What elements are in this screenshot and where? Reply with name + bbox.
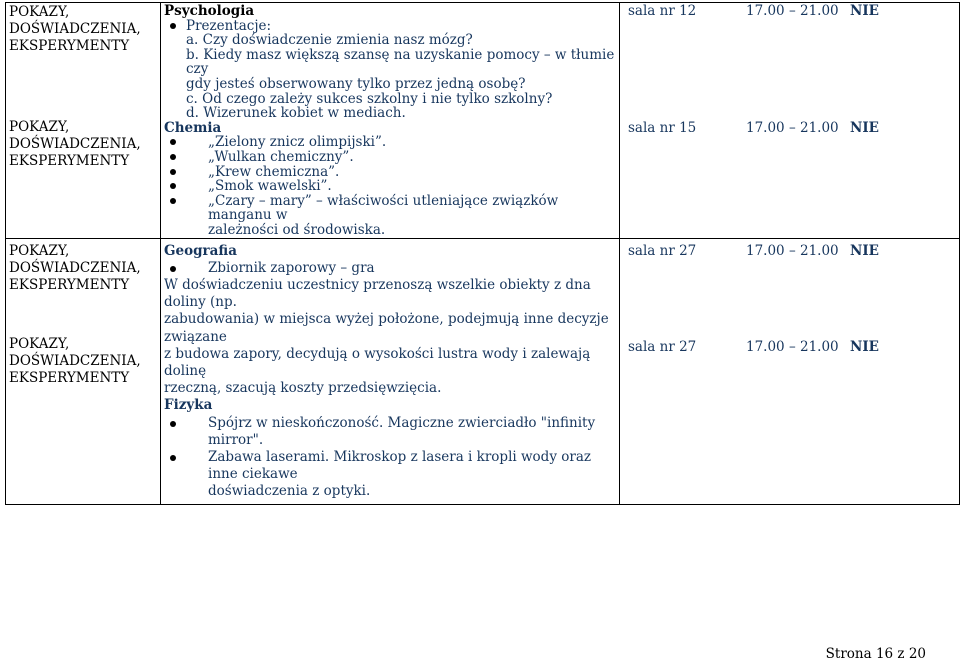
list-item: „Smok wawelski”. — [164, 179, 619, 194]
list-item: „Zielony znicz olimpijski”. — [164, 135, 619, 150]
time-range: 17.00 – 21.00 — [746, 120, 839, 136]
section-heading: Chemia — [164, 119, 222, 136]
room-label: sala nr 27 — [628, 338, 697, 355]
event-type — [6, 118, 160, 235]
list-item: „Czary – mary” – właściwości utleniające związków manganu w — [164, 194, 619, 223]
schedule-cell — [620, 238, 960, 504]
paragraph-line: W doświadczeniu uczestnicy przenoszą wszelkie obiekty z dna doliny (np. — [164, 276, 591, 311]
table-row — [6, 238, 960, 504]
schedule-row — [628, 243, 959, 260]
time-range: 17.00 – 21.00 — [746, 3, 839, 19]
registration-flag: NIE — [850, 242, 879, 259]
schedule-row — [628, 3, 959, 20]
description-cell — [161, 238, 620, 504]
schedule-row — [628, 339, 959, 356]
schedule-cell — [620, 3, 960, 239]
registration-flag: NIE — [850, 3, 879, 19]
list-item: Zbiornik zaporowy – gra — [164, 260, 619, 277]
registration-flag: NIE — [850, 120, 879, 136]
paragraph-line: zabudowania) w miejsca wyżej położone, podejmują inne decyzje związane — [164, 311, 609, 345]
event-type-label: POKAZY, DOŚWIADCZENIA, EKSPERYMENTY — [9, 242, 141, 293]
section-heading: Psychologia — [164, 3, 255, 19]
event-type-label: POKAZY, DOŚWIADCZENIA, EKSPERYMENTY — [9, 4, 141, 54]
list-item: Prezentacje: — [164, 19, 619, 34]
list-item-continued: zależności od środowiska. — [208, 221, 386, 238]
paragraph-line: z budowa zapory, decydują o wysokości lustra wody i zalewają dolinę — [164, 345, 591, 379]
list-item: b. Kiedy masz większą szansę na uzyskanie pomocy – w tłumie czy — [186, 46, 615, 78]
type-cell — [6, 238, 161, 504]
list-item: gdy jesteś obserwowany tylko przez jedną osobę? — [186, 75, 526, 92]
schedule — [620, 3, 959, 137]
psychology-section — [161, 3, 619, 238]
geography-section — [161, 239, 619, 504]
list-item: c. Od czego zależy sukces szkolny i nie tylko szkolny? — [186, 90, 553, 107]
list-item: Zabawa laserami. Mikroskop z lasera i kropli wody oraz inne ciekawe — [164, 449, 619, 483]
event-type-label: POKAZY, DOŚWIADCZENIA, EKSPERYMENTY — [9, 119, 141, 169]
time-range: 17.00 – 21.00 — [746, 338, 839, 355]
list-item: Spójrz w nieskończoność. Magiczne zwierciadło "infinity mirror". — [164, 415, 619, 449]
type-cell — [6, 3, 161, 239]
room-label: sala nr 27 — [628, 242, 697, 259]
list-item: a. Czy doświadczenie zmienia nasz mózg? — [186, 32, 473, 49]
event-type-label: POKAZY, DOŚWIADCZENIA, EKSPERYMENTY — [9, 335, 141, 386]
paragraph-line: rzeczną, szacują koszty przedsięwzięcia. — [164, 380, 442, 397]
description-cell — [161, 3, 620, 239]
section-heading: Fizyka — [164, 397, 213, 414]
table-row — [6, 3, 960, 239]
event-type — [6, 3, 160, 118]
section-heading: Geografia — [164, 242, 237, 259]
list-item: d. Wizerunek kobiet w mediach. — [186, 105, 406, 122]
registration-flag: NIE — [850, 338, 879, 355]
schedule — [620, 239, 959, 356]
event-type — [6, 335, 160, 406]
list-item: „Wulkan chemiczny”. — [164, 150, 619, 165]
event-type — [6, 239, 160, 335]
schedule-row — [628, 120, 959, 137]
page-number: Strona 16 z 20 — [825, 646, 926, 662]
room-label: sala nr 15 — [628, 120, 697, 136]
list-item-continued: doświadczenia z optyki. — [208, 483, 371, 500]
list-item: „Krew chemiczna”. — [164, 165, 619, 180]
time-range: 17.00 – 21.00 — [746, 242, 839, 259]
room-label: sala nr 12 — [628, 3, 697, 19]
program-table — [5, 2, 960, 505]
